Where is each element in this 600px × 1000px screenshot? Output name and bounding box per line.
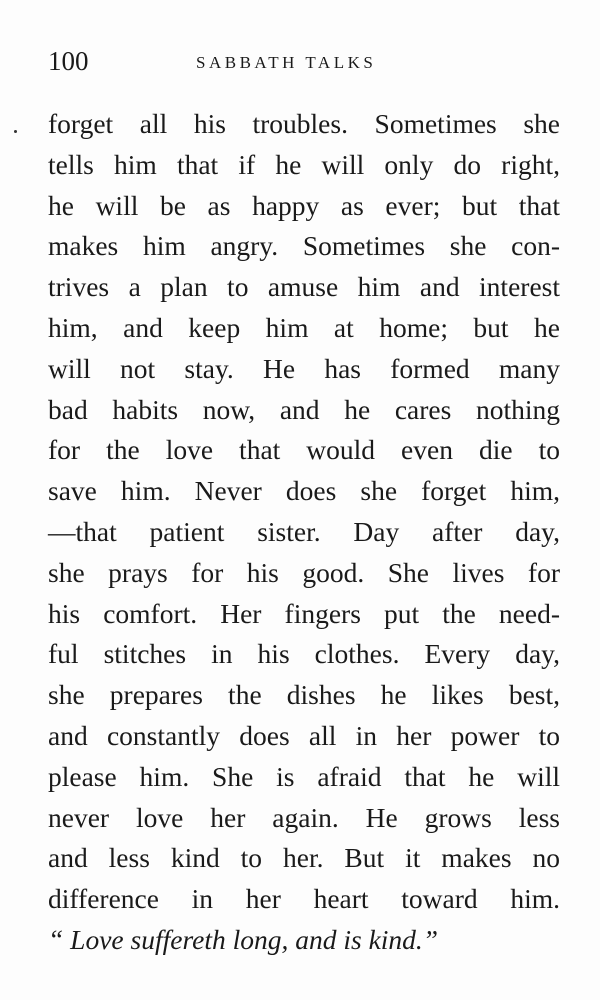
text-line: makes him angry. Sometimes she con- bbox=[48, 230, 560, 262]
running-head bbox=[48, 44, 560, 78]
text-line: please him. She is afraid that he will bbox=[48, 760, 560, 792]
margin-speck bbox=[14, 130, 17, 133]
text-line: bad habits now, and he cares nothing bbox=[48, 393, 560, 425]
text-line: and less kind to her. But it makes no bbox=[48, 842, 560, 874]
quote-text: “ Love suffereth long, and is kind.” bbox=[48, 923, 439, 955]
text-line: his comfort. Her fingers put the need- bbox=[48, 597, 560, 629]
text-line: save him. Never does she forget him, bbox=[48, 475, 560, 507]
text-line: she prepares the dishes he likes best, bbox=[48, 679, 560, 711]
text-line: will not stay. He has formed many bbox=[48, 352, 560, 384]
text-line: ful stitches in his clothes. Every day, bbox=[48, 638, 560, 670]
quote-line bbox=[48, 920, 560, 961]
text-line: and constantly does all in her power to bbox=[48, 719, 560, 751]
text-line: she prays for his good. She lives for bbox=[48, 556, 560, 588]
text-line: him, and keep him at home; but he bbox=[48, 311, 560, 343]
page-number: 100 bbox=[48, 46, 89, 76]
text-line: forget all his troubles. Sometimes she bbox=[48, 108, 560, 139]
text-line: —that patient sister. Day after day, bbox=[48, 515, 560, 547]
running-title: SABBATH TALKS bbox=[196, 53, 377, 72]
body-text bbox=[48, 104, 560, 961]
text-line: never love her again. He grows less bbox=[48, 801, 560, 833]
text-line: he will be as happy as ever; but that bbox=[48, 189, 560, 221]
text-line: tells him that if he will only do right, bbox=[48, 148, 560, 180]
text-line: trives a plan to amuse him and interest bbox=[48, 271, 560, 303]
text-line: difference in her heart toward him. bbox=[48, 883, 560, 915]
text-line: for the love that would even die to bbox=[48, 434, 560, 466]
